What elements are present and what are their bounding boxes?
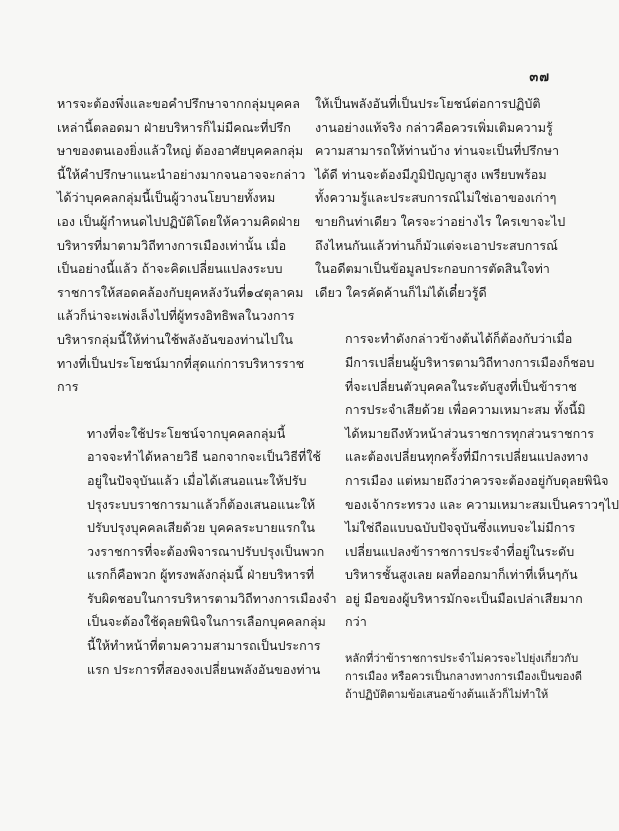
text-line: ได้ว่าบุคคลกลุ่มนี้เป็นผู้วางนโยบายทั้งหม — [57, 190, 276, 206]
text-line: ราชการให้สอดคล้องกับยุคหลังวันที่๑๔ตุลาคม — [57, 284, 304, 300]
right-column — [315, 92, 619, 704]
paragraph — [57, 422, 337, 682]
text-line: ให้เป็นพลังอันที่เป็นประโยชน์ต่อการปฏิบัติ — [315, 96, 541, 111]
text-line: แรก ประการที่สองจงเปลี่ยนพลังอันของท่าน — [87, 661, 321, 677]
text-line: ไม่ใช่ถือแบบฉบับปัจจุบันซึ่งแทบจะไม่มีการ — [345, 520, 576, 536]
text-line: การ — [57, 379, 79, 395]
paragraph — [57, 92, 306, 399]
text-line: กว่า — [345, 614, 367, 630]
text-line: อยู่ในปัจจุบันแล้ว เมื่อได้เสนอแนะให้ปรับ — [87, 472, 307, 488]
text-line: แล้วก็น่าจะเพ่งเล็งไปที่ผู้ทรงอิทธิพลในวงการ — [57, 308, 295, 324]
page-number: ๓๗ — [529, 70, 550, 85]
text-line: และต้องเปลี่ยนทุกครั้งที่มีการเปลี่ยนแปลงทาง — [345, 449, 589, 465]
text-line: ถึงไหนกันแล้วท่านก็มัวแต่จะเอาประสบการณ์ — [315, 237, 558, 253]
text-line: ในอดีตมาเป็นข้อมูลประกอบการตัดสินใจท่า — [315, 261, 550, 277]
text-line: เป็นอย่างนี้แล้ว ถ้าจะคิดเปลี่ยนแปลงระบบ — [57, 261, 283, 277]
text-line: บริหารกลุ่มนี้ให้ท่านใช้พลังอันของท่านไปใน — [57, 331, 294, 347]
text-line: ได้หมายถึงหัวหน้าส่วนราชการทุกส่วนราชการ — [345, 425, 595, 441]
text-line: บริหารที่มาตามวิถีทางการเมืองเท่านั้น เมื่อ — [57, 237, 287, 253]
text-line: อาจจะทำได้หลายวิธี นอกจากจะเป็นวิธีที่ใช้ — [87, 449, 321, 465]
text-line: งานอย่างแท้จริง กล่าวคือควรเพิ่มเติมความรู้ — [315, 119, 553, 135]
text-line: ปรับปรุงบุคคลเสียด้วย บุคคลระบายแรกใน — [87, 520, 316, 536]
text-line: การเมือง หรือควรเป็นกลางทางการเมืองเป็นของดี — [345, 670, 583, 684]
text-line: นี้ให้คำปรึกษาแนะนำอย่างมากจนอาจจะกล่าว — [57, 166, 306, 182]
text-line: ขายกินท่าเดียว ใครจะว่าอย่างไร ใครเขาจะไป — [315, 213, 566, 229]
text-line: รับผิดชอบในการบริหารตามวิถีทางการเมืองจำ — [87, 590, 337, 606]
text-line: ทางที่เป็นประโยชน์มากที่สุดแก่การบริหารราช — [57, 355, 305, 371]
text-line: เอง เป็นผู้กำหนดไปปฏิบัติโดยให้ความคิดฝ่าย — [57, 213, 301, 229]
text-line: ของเจ้ากระทรวง และ ความเหมาะสมเป็นคราวๆไป — [345, 496, 619, 512]
text-line: เดียว ใครคัดค้านก็ไม่ได้เดี๋ยวรู้ดี — [315, 284, 487, 300]
text-line: อยู่ มือของผู้บริหารมักจะเป็นมือเปล่าเสียมาก — [345, 590, 583, 606]
text-line: ความสามารถให้ท่านบ้าง ท่านจะเป็นที่ปรึกษา — [315, 143, 560, 159]
text-line: นี้ให้ทำหน้าที่ตามความสามารถเป็นประการ — [87, 638, 321, 654]
text-line: ที่จะเปลี่ยนตัวบุคคลในระดับสูงที่เป็นข้าราช — [345, 378, 577, 394]
text-line: ปรุงระบบราชการมาแล้วก็ต้องเสนอแนะให้ — [87, 496, 316, 512]
text-line: การเมือง แต่หมายถึงว่าควรจะต้องอยู่กับดุลยพินิจ — [345, 472, 609, 488]
left-column — [57, 92, 337, 681]
paragraph — [315, 327, 619, 634]
text-line: หลักที่ว่าข้าราชการประจำไม่ควรจะไปยุ่งเกี่ยวกับ — [345, 652, 579, 666]
text-line: ษาของตนเองยิ่งแล้วใหญ่ ต้องอาศัยบุคคลกลุ่ม — [57, 143, 304, 159]
text-line: การจะทำดังกล่าวข้างต้นได้ก็ต้องกับว่าเมื่อ — [345, 331, 573, 347]
text-line: บริหารชั้นสูงเลย ผลที่ออกมาก็เท่าที่เห็นๆกัน — [345, 567, 578, 583]
paragraph — [315, 650, 583, 704]
paragraph — [315, 92, 566, 304]
text-line: เปลี่ยนแปลงข้าราชการประจำที่อยู่ในระดับ — [345, 543, 575, 559]
text-line: ได้ดี ท่านจะต้องมีภูมิปัญญาสูง เพรียบพร้อม — [315, 166, 547, 182]
text-line: ถ้าปฏิบัติตามข้อเสนอข้างต้นแล้วก็ไม่ทำให้ — [345, 688, 549, 702]
text-line: วงราชการที่จะต้องพิจารณาปรับปรุงเป็นพวก — [87, 543, 325, 559]
text-line: แรกก็คือพวก ผู้ทรงพลังกลุ่มนี้ ฝ่ายบริหารที่ — [87, 567, 315, 583]
text-line: หารจะต้องพึ่งและขอคำปรึกษาจากกลุ่มบุคคล — [57, 96, 300, 111]
text-line: ทางที่จะใช้ประโยชน์จากบุคคลกลุ่มนี้ — [87, 425, 286, 441]
text-line: เป็นจะต้องใช้ดุลยพินิจในการเลือกบุคคลกลุ่ม — [87, 614, 326, 630]
text-line: การประจำเสียด้วย เพื่อความเหมาะสม ทั้งนี้มิ — [345, 402, 586, 418]
text-line: เหล่านี้ตลอดมา ฝ่ายบริหารก็ไม่มีคณะที่ปรึก — [57, 119, 291, 135]
text-line: ทั้งความรู้และประสบการณ์ไม่ใช่เอาของเก่าๆ — [315, 190, 557, 206]
text-line: มีการเปลี่ยนผู้บริหารตามวิถีทางการเมืองก็ชอบ — [345, 354, 595, 370]
